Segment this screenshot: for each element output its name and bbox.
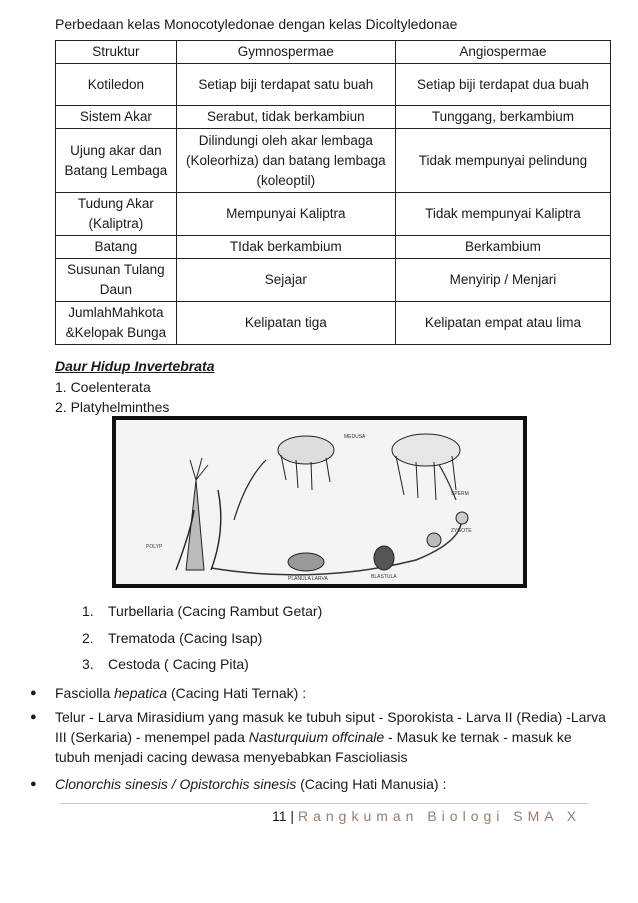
table-cell: Kotiledon [56, 64, 177, 106]
bullet-icon: ● [30, 778, 37, 790]
numbered-item [82, 630, 262, 646]
item-number: 3. [82, 656, 94, 672]
table-cell: Setiap biji terdapat dua buah [395, 64, 610, 106]
table-row [56, 302, 611, 345]
figure-label: BLASTULA [371, 574, 397, 580]
comparison-table [55, 40, 611, 345]
header-struktur: Struktur [56, 41, 177, 64]
header-gymnospermae: Gymnospermae [176, 41, 395, 64]
table-cell: Tidak mempunyai pelindung [395, 129, 610, 193]
table-cell: Kelipatan empat atau lima [395, 302, 610, 345]
table-row [56, 236, 611, 259]
table-cell: Sistem Akar [56, 106, 177, 129]
item-text: Turbellaria (Cacing Rambut Getar) [108, 603, 323, 619]
figure-label: MEDUSA [344, 434, 366, 440]
table-cell: Batang [56, 236, 177, 259]
footer-brand: Rangkuman Biologi SMA X [297, 808, 582, 824]
table-row [56, 259, 611, 302]
table-cell: Setiap biji terdapat satu buah [176, 64, 395, 106]
table-row [56, 106, 611, 129]
list-item: 1. Coelenterata [55, 379, 151, 395]
figure-label: PLANULA LARVA [288, 576, 328, 582]
bullet-text: Fasciolla hepatica (Cacing Hati Ternak) : [55, 685, 307, 701]
table-cell: TIdak berkambium [176, 236, 395, 259]
table-cell: Berkambium [395, 236, 610, 259]
table-caption: Perbedaan kelas Monocotyledonae dengan kelas Dicoltyledonae [55, 16, 458, 32]
table-row [56, 129, 611, 193]
item-number: 1. [82, 603, 94, 619]
cycle-arrow [211, 515, 461, 575]
table-cell: JumlahMahkota &Kelopak Bunga [56, 302, 177, 345]
table-cell: Sejajar [176, 259, 395, 302]
table-cell: Ujung akar dan Batang Lembaga [56, 129, 177, 193]
section-title: Daur Hidup Invertebrata [55, 358, 215, 374]
table-cell: Menyirip / Menjari [395, 259, 610, 302]
page-footer [272, 808, 581, 824]
bullet-icon: ● [30, 711, 37, 723]
life-cycle-figure [112, 416, 527, 588]
item-text: Trematoda (Cacing Isap) [108, 630, 263, 646]
item-number: 2. [82, 630, 94, 646]
life-cycle-diagram [116, 420, 523, 584]
table-cell: Mempunyai Kaliptra [176, 193, 395, 236]
item-text: Cestoda ( Cacing Pita) [108, 656, 249, 672]
numbered-item [82, 656, 249, 672]
bullet-icon: ● [30, 687, 37, 699]
figure-label: ZYGOTE [451, 528, 472, 534]
table-row [56, 193, 611, 236]
table-cell: Tunggang, berkambium [395, 106, 610, 129]
list-item: 2. Platyhelminthes [55, 399, 170, 415]
table-cell: Kelipatan tiga [176, 302, 395, 345]
footer-divider [60, 803, 588, 804]
figure-label: POLYP [146, 544, 163, 550]
table-header-row [56, 41, 611, 64]
bullet-text: Telur - Larva Mirasidium yang masuk ke tubuh siput - Sporokista - Larva II (Redia) -Larva III (Serkaria) - menempel pada Nasturquium offcinale - Masuk ke ternak - masuk ke tubuh menjadi cacing dewasa menyebabkan Fascioliasis [55, 709, 606, 765]
table-cell: Tudung Akar (Kaliptra) [56, 193, 177, 236]
table-row [56, 64, 611, 106]
table-cell: Serabut, tidak berkambiun [176, 106, 395, 129]
table-cell: Dilindungi oleh akar lembaga (Koleorhiza) dan batang lembaga (koleoptil) [176, 129, 395, 193]
figure-label: SPERM [451, 491, 469, 497]
table-cell: Susunan Tulang Daun [56, 259, 177, 302]
footer-separator: | [286, 808, 298, 824]
numbered-item [82, 603, 322, 619]
page-number: 11 [272, 808, 287, 824]
bullet-text: Clonorchis sinesis / Opistorchis sinesis (Cacing Hati Manusia) : [55, 776, 447, 792]
header-angiospermae: Angiospermae [395, 41, 610, 64]
table-cell: Tidak mempunyai Kaliptra [395, 193, 610, 236]
